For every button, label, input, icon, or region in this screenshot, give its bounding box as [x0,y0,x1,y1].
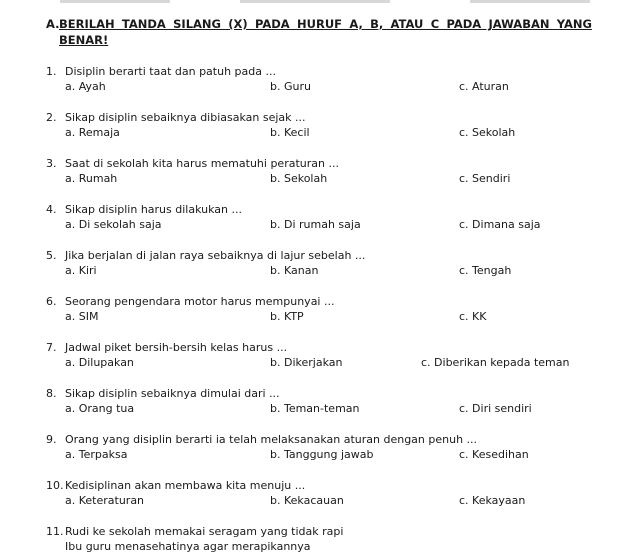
question-text: Sikap disiplin harus dilakukan ... [65,203,242,216]
question-text-line-2: Ibu guru menasehatinya agar merapikannya [65,540,311,553]
question-number: 6. [46,295,57,308]
option-a: a. SIM [65,310,99,323]
section-letter: A. [46,17,60,31]
option-b: b. Kecil [270,126,310,139]
option-a: a. Terpaksa [65,448,128,461]
top-edge-strip [0,0,639,4]
option-b: b. Kanan [270,264,319,277]
question-text: Saat di sekolah kita harus mematuhi peraturan ... [65,157,339,170]
strip-segment [240,0,390,3]
strip-segment [60,0,170,3]
question-text: Seorang pengendara motor harus mempunyai ... [65,295,335,308]
option-c: c. Aturan [459,80,509,93]
option-c: c. Kekayaan [459,494,526,507]
question-text: Jadwal piket bersih-bersih kelas harus ... [65,341,288,354]
question-number: 3. [46,157,57,170]
question-number: 5. [46,249,57,262]
option-a: a. Orang tua [65,402,135,415]
option-c: c. Sendiri [459,172,511,185]
option-b: b. Kekacauan [270,494,344,507]
question-text: Sikap disiplin sebaiknya dibiasakan sejak ... [65,111,306,124]
option-a: a. Keteraturan [65,494,145,507]
question-number: 11. [46,525,64,538]
question-number: 9. [46,433,57,446]
question-text: Kedisiplinan akan membawa kita menuju ... [65,479,306,492]
question-text: Jika berjalan di jalan raya sebaiknya di lajur sebelah ... [65,249,366,262]
option-a: a. Remaja [65,126,120,139]
question-number: 4. [46,203,57,216]
question-number: 2. [46,111,57,124]
section-title: BERILAH TANDA SILANG (X) PADA HURUF A, B, ATAU C PADA JAWABAN YANG BENAR! [59,17,592,47]
option-b: b. Tanggung jawab [270,448,374,461]
option-b: b. Di rumah saja [270,218,361,231]
option-c: c. KK [459,310,487,323]
option-a: a. Di sekolah saja [65,218,162,231]
question-number: 10. [46,479,64,492]
option-b: b. KTP [270,310,304,323]
question-text: Rudi ke sekolah memakai seragam yang tidak rapi [65,525,344,538]
option-b: b. Teman-teman [270,402,360,415]
question-text: Sikap disiplin sebaiknya dimulai dari ... [65,387,280,400]
option-a: a. Rumah [65,172,118,185]
option-a: a. Kiri [65,264,97,277]
option-c: c. Kesedihan [459,448,529,461]
option-c: c. Dimana saja [459,218,541,231]
question-number: 8. [46,387,57,400]
option-c: c. Diberikan kepada teman [421,356,570,369]
option-c: c. Tengah [459,264,512,277]
option-a: a. Ayah [65,80,106,93]
option-b: b. Sekolah [270,172,328,185]
option-c: c. Diri sendiri [459,402,532,415]
strip-segment [470,0,590,3]
question-text: Disiplin berarti taat dan patuh pada ... [65,65,276,78]
option-b: b. Guru [270,80,311,93]
option-a: a. Dilupakan [65,356,134,369]
option-b: b. Dikerjakan [270,356,343,369]
option-c: c. Sekolah [459,126,516,139]
question-number: 7. [46,341,57,354]
question-number: 1. [46,65,57,78]
question-text: Orang yang disiplin berarti ia telah melaksanakan aturan dengan penuh ... [65,433,478,446]
